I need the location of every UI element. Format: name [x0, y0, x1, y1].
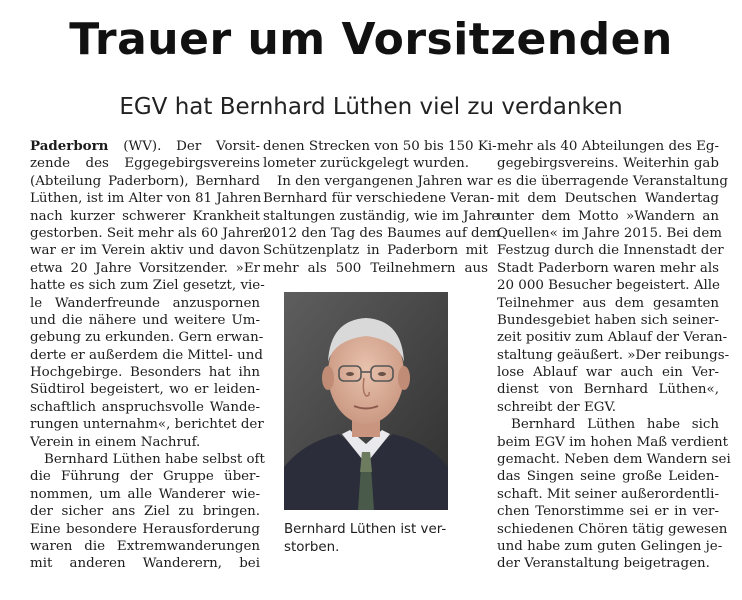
text-line: Teilnehmer aus dem gesamten: [497, 295, 719, 311]
text-line: der sicher ans Ziel zu bringen.: [30, 504, 260, 520]
text-line: Hochgebirge. Besonders hat ihn: [30, 365, 260, 381]
text-line: denen Strecken von 50 bis 150 Ki-: [263, 139, 497, 154]
text-line: unter dem Motto »Wandern an: [497, 208, 719, 224]
text-line: mehr als 500 Teilnehmern aus: [263, 260, 488, 276]
text-line: Bernhard Lüthen habe selbst oft: [44, 452, 265, 468]
text-line: zende des Eggegebirgsvereins: [30, 156, 260, 172]
caption-line: Bernhard Lüthen ist ver-: [284, 522, 447, 537]
text-line: staltung geäußert. »Der reibungs-: [497, 347, 730, 363]
caption-line: storben.: [284, 540, 340, 555]
text-line: 2012 den Tag des Baumes auf dem: [263, 225, 501, 241]
dateline: Paderborn: [30, 138, 109, 154]
text-line: schreibt der EGV.: [497, 399, 617, 415]
photo-caption: [284, 521, 452, 557]
text-line: mit dem Deutschen Wandertag: [497, 191, 719, 207]
text-line: nommen, um alle Wanderer wie-: [30, 486, 260, 502]
text-line: gebung zu erkunden. Gern erwan-: [30, 330, 264, 346]
article-column-2: [263, 138, 501, 277]
headline: Trauer um Vorsitzenden: [69, 14, 673, 65]
text-line: und die nähere und weitere Um-: [30, 312, 260, 328]
text-line: staltungen zuständig, wie im Jahre: [263, 208, 500, 224]
text-line: es die überragende Veranstaltung: [497, 173, 728, 189]
portrait-photo: [284, 292, 448, 510]
text-line: nach kurzer schwerer Krankheit: [30, 208, 260, 224]
text-line: Lüthen, ist im Alter von 81 Jahren: [30, 191, 262, 207]
text-line: lose Ablauf war auch ein Ver-: [497, 365, 719, 381]
text-line: le Wanderfreunde anzuspornen: [30, 295, 260, 311]
text-line: mit anderen Wanderern, bei: [30, 556, 260, 572]
text-line: die Führung der Gruppe über-: [30, 469, 260, 485]
text-line: Südtirol begeistert, wo er leiden-: [30, 382, 260, 398]
text-line: In den vergangenen Jahren war: [277, 173, 493, 189]
text-line: waren die Extremwanderungen: [30, 538, 260, 554]
text-line: dienst von Bernhard Lüthen«,: [497, 382, 719, 398]
text-line: mehr als 40 Abteilungen des Eg-: [497, 139, 719, 154]
text-line: Quellen« im Jahre 2015. Bei dem: [497, 225, 722, 241]
text-line: war er im Verein aktiv und davon: [30, 243, 260, 259]
article-column-3: [497, 138, 731, 573]
text-line: lometer zurückgelegt wurden.: [263, 156, 470, 172]
text-line: gemacht. Neben dem Wandern sei: [497, 452, 731, 468]
text-line: schiedenen Chören tätig gewesen: [497, 521, 728, 537]
text-line: beim EGV im hohen Maß verdient: [497, 434, 729, 450]
text-line: Stadt Paderborn waren mehr als: [497, 260, 719, 276]
text-line: der Veranstaltung beigetragen.: [497, 556, 710, 572]
text-line: chen Tenorstimme sei er in ver-: [497, 504, 719, 520]
text-line: schaft. Mit seiner außerordentli-: [497, 486, 719, 502]
portrait-image: [284, 292, 448, 510]
text-line: Bernhard Lüthen habe sich: [511, 417, 719, 433]
text-line: und habe zum guten Gelingen je-: [497, 538, 723, 554]
text-line: Schützenplatz in Paderborn mit: [263, 243, 488, 259]
text-line: gegebirgsvereins. Weiterhin gab: [497, 156, 719, 172]
text-line: Festzug durch die Innenstadt der: [497, 243, 724, 259]
text-line: (Abteilung Paderborn), Bernhard: [30, 173, 260, 189]
text-line: gestorben. Seit mehr als 60 Jahren: [30, 225, 268, 241]
text-line: Paderborn (WV). Der Vorsit-: [30, 138, 260, 154]
article-column-1: [30, 138, 268, 573]
text-line: zeit positiv zum Ablauf der Veran-: [497, 330, 728, 346]
text-line: 20 000 Besucher begeistert. Alle: [497, 278, 720, 294]
subheadline: EGV hat Bernhard Lüthen viel zu verdanken: [119, 94, 623, 120]
text-line: Bernhard für verschiedene Veran-: [263, 191, 495, 207]
text-line: Verein in einem Nachruf.: [30, 434, 201, 450]
text-line: das Singen seine große Leiden-: [497, 469, 719, 485]
text-line: etwa 20 Jahre Vorsitzender. »Er: [30, 260, 260, 276]
text-line: schaftlich anspruchsvolle Wande-: [30, 399, 260, 415]
text-line: derte er außerdem die Mittel- und: [30, 347, 263, 363]
text-line: Eine besondere Herausforderung: [30, 521, 260, 537]
text-line: rungen unternahm«, berichtet der: [30, 417, 264, 433]
text-line: Bundesgebiet haben sich seiner-: [497, 312, 719, 328]
text-line: hatte es sich zum Ziel gesetzt, vie-: [30, 278, 265, 294]
